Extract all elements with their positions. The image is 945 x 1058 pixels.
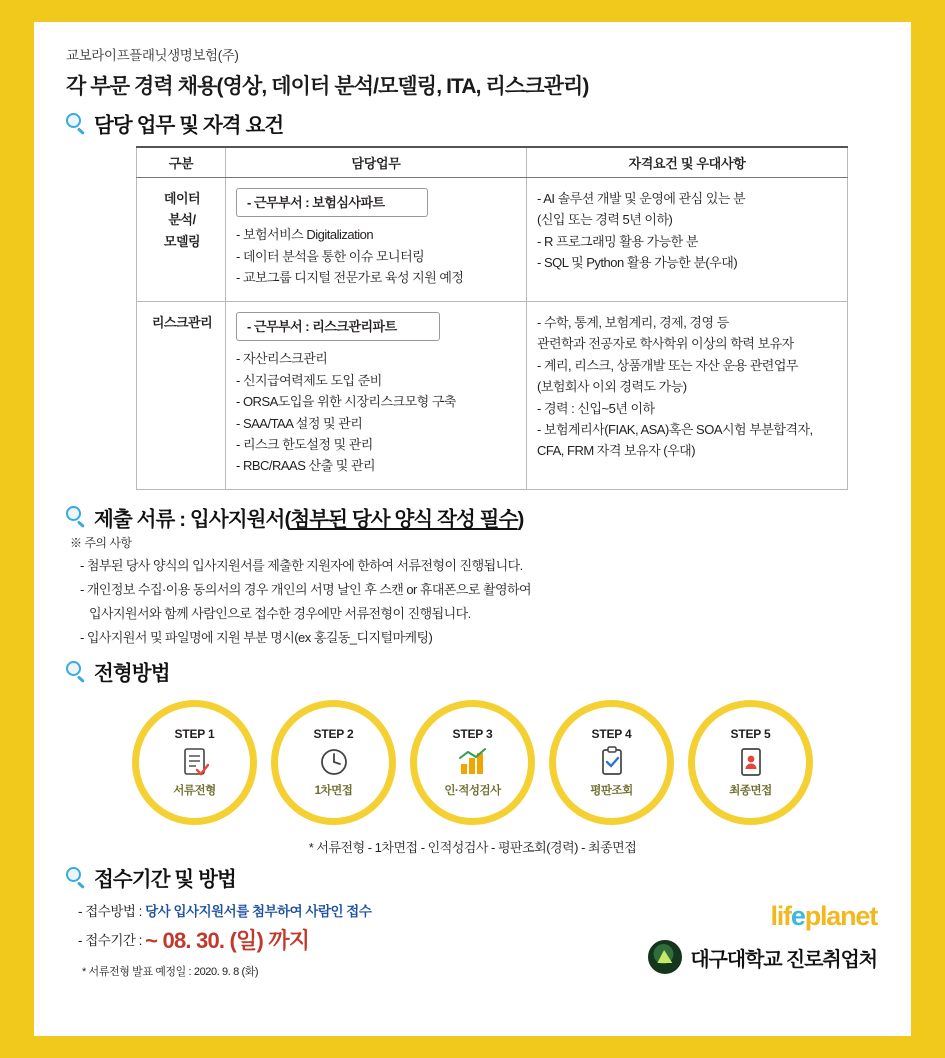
col-category: 구분 — [137, 147, 226, 178]
requirement-item: - 보험계리사(FIAK, ASA)혹은 SOA시험 부분합격자, — [537, 421, 813, 437]
process-caption: * 서류전형 - 1차면접 - 인적성검사 - 평판조회(경력) - 최종면접 — [308, 840, 637, 855]
logo-e: e — [790, 901, 805, 931]
requirement-item: (신입 또는 경력 5년 이하) — [537, 212, 673, 228]
process-steps — [64, 700, 881, 825]
brand-block — [648, 901, 877, 974]
apply-footnote: * 서류전형 발표 예정일 : 2020. 9. 8 (화) — [82, 966, 259, 978]
section-title-process: 전형방법 — [94, 662, 170, 685]
duty-item: - ORSA도입을 위한 시장리스크모형 구축 — [236, 394, 456, 410]
university-name: 대구대학교 진로취업처 — [690, 948, 877, 971]
col-requirements: 자격요건 및 우대사항 — [527, 147, 848, 178]
documents-title-tail: ) — [517, 507, 524, 531]
category-line: 데이터 — [163, 191, 201, 206]
poster-page — [34, 22, 911, 1036]
magnifier-icon — [64, 866, 87, 889]
duty-item: - 보험서비스 Digitalization — [236, 227, 374, 243]
requirement-item: - SQL 및 Python 활용 가능한 분(우대) — [537, 255, 738, 271]
logo-part1: lif — [770, 901, 791, 931]
duty-item: - SAA/TAA 설정 및 관리 — [236, 415, 363, 431]
requirement-item: CFA, FRM 자격 보유자 (우대) — [537, 443, 696, 459]
row-category-risk: 리스크관리 — [137, 301, 226, 489]
clipboard-check-icon — [598, 745, 626, 779]
step-3 — [410, 700, 535, 825]
note-item: 입사지원서와 함께 사람인으로 접수한 경우에만 서류전형이 진행됩니다. — [89, 605, 471, 621]
duty-item: - 교보그룹 디지털 전문가로 육성 지원 예정 — [236, 270, 464, 286]
row-requirements-data — [527, 178, 848, 302]
apply-period-value: ~ 08. 30. (일) 까지 — [145, 928, 310, 953]
university-seal-icon — [648, 940, 682, 974]
row-category-data — [137, 178, 226, 302]
apply-period-label: - 접수기간 : — [78, 933, 146, 948]
step-5 — [688, 700, 813, 825]
magnifier-icon — [64, 660, 87, 683]
magnifier-icon — [64, 505, 87, 528]
requirement-item: - 경력 : 신입~5년 이하 — [537, 400, 655, 416]
duty-item: - 리스크 한도설정 및 관리 — [236, 436, 373, 452]
page-title: 각 부문 경력 채용(영상, 데이터 분석/모델링, ITA, 리스크관리) — [66, 75, 589, 98]
documents-notes — [64, 554, 881, 650]
step-label: 최종면접 — [729, 785, 772, 797]
table-header-row — [137, 147, 848, 178]
step-label: 서류전형 — [173, 785, 216, 797]
step-number: STEP 4 — [591, 727, 632, 741]
caution-label: ※ 주의 사항 — [70, 535, 132, 550]
section-header-apply — [64, 862, 881, 892]
col-duty: 담당업무 — [226, 147, 527, 178]
section-title-apply: 접수기간 및 방법 — [94, 868, 236, 891]
step-label: 인·적성검사 — [444, 785, 501, 797]
duty-department-box: - 근무부서 : 보험심사파트 — [236, 188, 428, 217]
requirement-item: (보험회사 이외 경력도 가능) — [537, 379, 687, 395]
requirement-item: - 수학, 통계, 보험계리, 경제, 경영 등 — [537, 314, 729, 330]
section-header-process — [64, 656, 881, 686]
step-4 — [549, 700, 674, 825]
lifeplanet-logo — [648, 901, 877, 932]
note-item: - 첨부된 당사 양식의 입사지원서를 제출한 지원자에 한하여 서류전형이 진행됩니다. — [80, 557, 523, 573]
apply-method-label: - 접수방법 : — [78, 904, 146, 919]
row-requirements-risk — [527, 301, 848, 489]
documents-title-underline: 첨부된 당사 양식 작성 필수 — [290, 507, 518, 531]
row-duties-data — [226, 178, 527, 302]
step-label: 평판조회 — [590, 785, 633, 797]
step-number: STEP 1 — [174, 727, 215, 741]
apply-method-value: 당사 입사지원서를 첨부하여 사람인 접수 — [145, 904, 372, 919]
clock-icon — [319, 745, 349, 779]
duty-item: - RBC/RAAS 산출 및 관리 — [236, 458, 376, 474]
requirement-item: - 계리, 리스크, 상품개발 또는 자산 운용 관련업무 — [537, 357, 798, 373]
requirement-item: - AI 솔루션 개발 및 운영에 관심 있는 분 — [537, 191, 746, 206]
bar-chart-icon — [456, 745, 490, 779]
step-number: STEP 5 — [730, 727, 771, 741]
logo-part2: planet — [804, 901, 877, 931]
step-label: 1차면접 — [314, 785, 353, 797]
step-number: STEP 3 — [452, 727, 493, 741]
note-item: - 입사지원서 및 파일명에 지원 부분 명시(ex 홍길동_디지털마케팅) — [80, 629, 433, 645]
requirement-item: - R 프로그래밍 활용 가능한 분 — [537, 233, 698, 249]
section-title-documents — [94, 502, 523, 532]
duty-department-box: - 근무부서 : 리스크관리파트 — [236, 312, 440, 341]
section-header-documents — [64, 502, 881, 532]
category-line: 분석/ — [168, 212, 196, 228]
person-document-icon — [737, 745, 765, 779]
step-2 — [271, 700, 396, 825]
duty-item: - 자산리스크관리 — [236, 351, 328, 367]
section-title-duties: 담당 업무 및 자격 요건 — [94, 114, 284, 137]
documents-title-plain: 제출 서류 : 입사지원서( — [94, 507, 291, 531]
magnifier-icon — [64, 112, 87, 135]
company-name: 교보라이프플래닛생명보험(주) — [66, 48, 239, 63]
university-logo — [648, 940, 877, 974]
table-row — [137, 301, 848, 489]
note-item: - 개인정보 수집·이용 동의서의 경우 개인의 서명 날인 후 스캔 or 휴대폰으로 촬영하여 — [80, 581, 532, 597]
category-line: 모델링 — [163, 233, 201, 249]
duty-item: - 신지급여력제도 도입 준비 — [236, 372, 382, 388]
section-header-duties — [64, 108, 881, 138]
jobs-table — [136, 146, 848, 490]
row-duties-risk — [226, 301, 527, 489]
requirement-item: 관련학과 전공자로 학사학위 이상의 학력 보유자 — [537, 336, 794, 352]
duty-item: - 데이터 분석을 통한 이슈 모니터링 — [236, 248, 425, 264]
step-1 — [132, 700, 257, 825]
document-check-icon — [180, 745, 210, 779]
table-row — [137, 178, 848, 302]
step-number: STEP 2 — [313, 727, 354, 741]
